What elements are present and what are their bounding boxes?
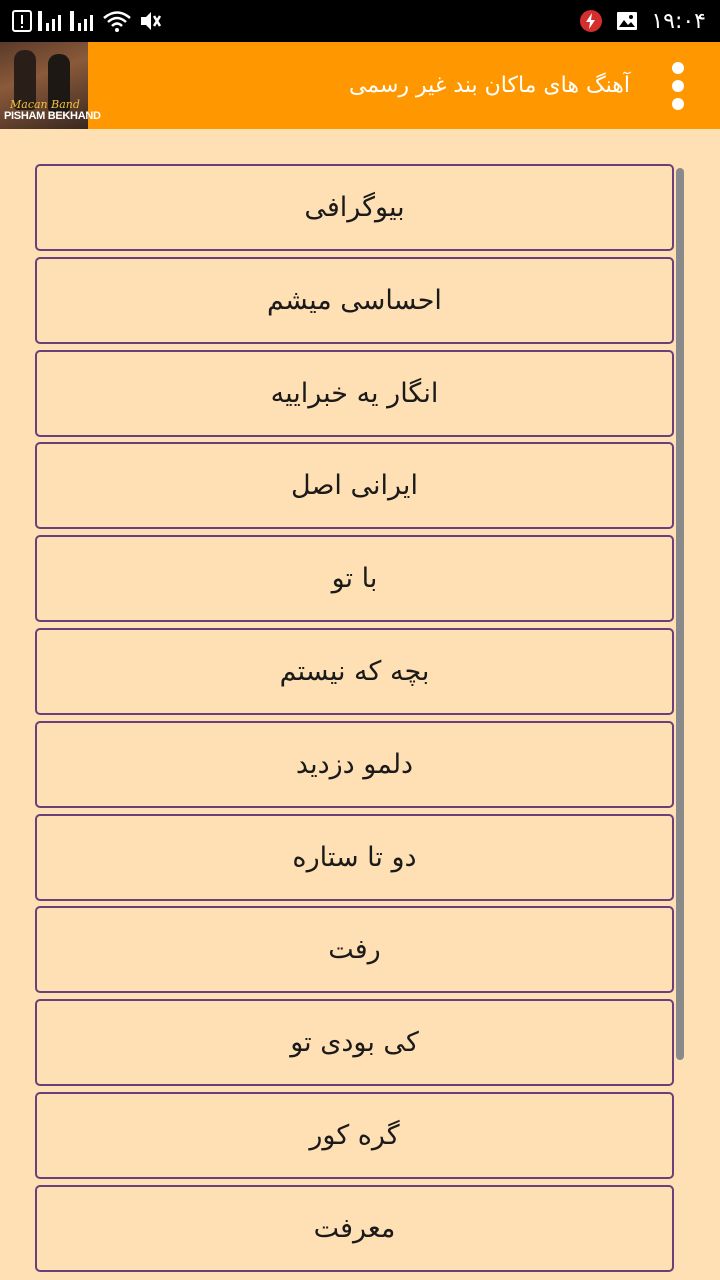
status-time: ۱۹:۰۴ bbox=[651, 8, 706, 34]
menu-dot-icon bbox=[672, 62, 684, 74]
app-title: آهنگ های ماکان بند غیر رسمی bbox=[348, 73, 630, 98]
list-item[interactable] bbox=[35, 257, 674, 344]
list-item-label: ایرانی اصل bbox=[291, 470, 418, 502]
wifi-icon bbox=[102, 9, 132, 33]
image-icon bbox=[615, 9, 639, 33]
status-icons-left bbox=[12, 0, 162, 42]
list-item-label: دو تا ستاره bbox=[292, 841, 417, 873]
list-item-label: معرفت bbox=[313, 1212, 396, 1244]
status-icons-right bbox=[579, 0, 706, 42]
app-thumbnail[interactable] bbox=[0, 42, 101, 129]
list-item-label: گره کور bbox=[309, 1119, 400, 1151]
app-bar bbox=[0, 42, 720, 129]
power-saver-icon bbox=[579, 9, 603, 33]
vertical-scrollbar[interactable] bbox=[676, 168, 684, 1060]
list-item[interactable] bbox=[35, 1092, 674, 1179]
status-bar bbox=[0, 0, 720, 42]
song-list bbox=[35, 164, 674, 1278]
signal-icon bbox=[38, 9, 64, 33]
list-item[interactable] bbox=[35, 535, 674, 622]
list-item[interactable] bbox=[35, 628, 674, 715]
list-item-label: احساسی میشم bbox=[267, 284, 442, 316]
list-item[interactable] bbox=[35, 814, 674, 901]
list-item-label: کی بودی تو bbox=[290, 1027, 419, 1059]
alert-icon bbox=[12, 9, 32, 33]
menu-dot-icon bbox=[672, 80, 684, 92]
menu-dot-icon bbox=[672, 98, 684, 110]
list-item-label: بچه که نیستم bbox=[279, 655, 430, 687]
list-item-label: رفت bbox=[328, 934, 381, 966]
mute-icon bbox=[138, 9, 162, 33]
song-list-viewport[interactable] bbox=[0, 129, 720, 1245]
list-item-label: بیوگرافی bbox=[304, 192, 405, 223]
list-item[interactable] bbox=[35, 442, 674, 529]
list-item-biography[interactable] bbox=[35, 164, 674, 251]
list-item[interactable] bbox=[35, 721, 674, 808]
thumbnail-subcaption: PISHAM BEKHAND bbox=[4, 110, 101, 122]
list-item[interactable] bbox=[35, 350, 674, 437]
list-item[interactable] bbox=[35, 1185, 674, 1272]
signal-icon bbox=[70, 9, 96, 33]
list-item[interactable] bbox=[35, 906, 674, 993]
list-item-label: انگار یه خبراییه bbox=[270, 377, 439, 409]
list-item-label: با تو bbox=[331, 563, 378, 595]
list-item-label: دلمو دزدید bbox=[295, 748, 414, 780]
thumbnail-caption: Macan Band bbox=[10, 98, 80, 111]
list-item[interactable] bbox=[35, 999, 674, 1086]
overflow-menu-button[interactable] bbox=[666, 62, 690, 110]
